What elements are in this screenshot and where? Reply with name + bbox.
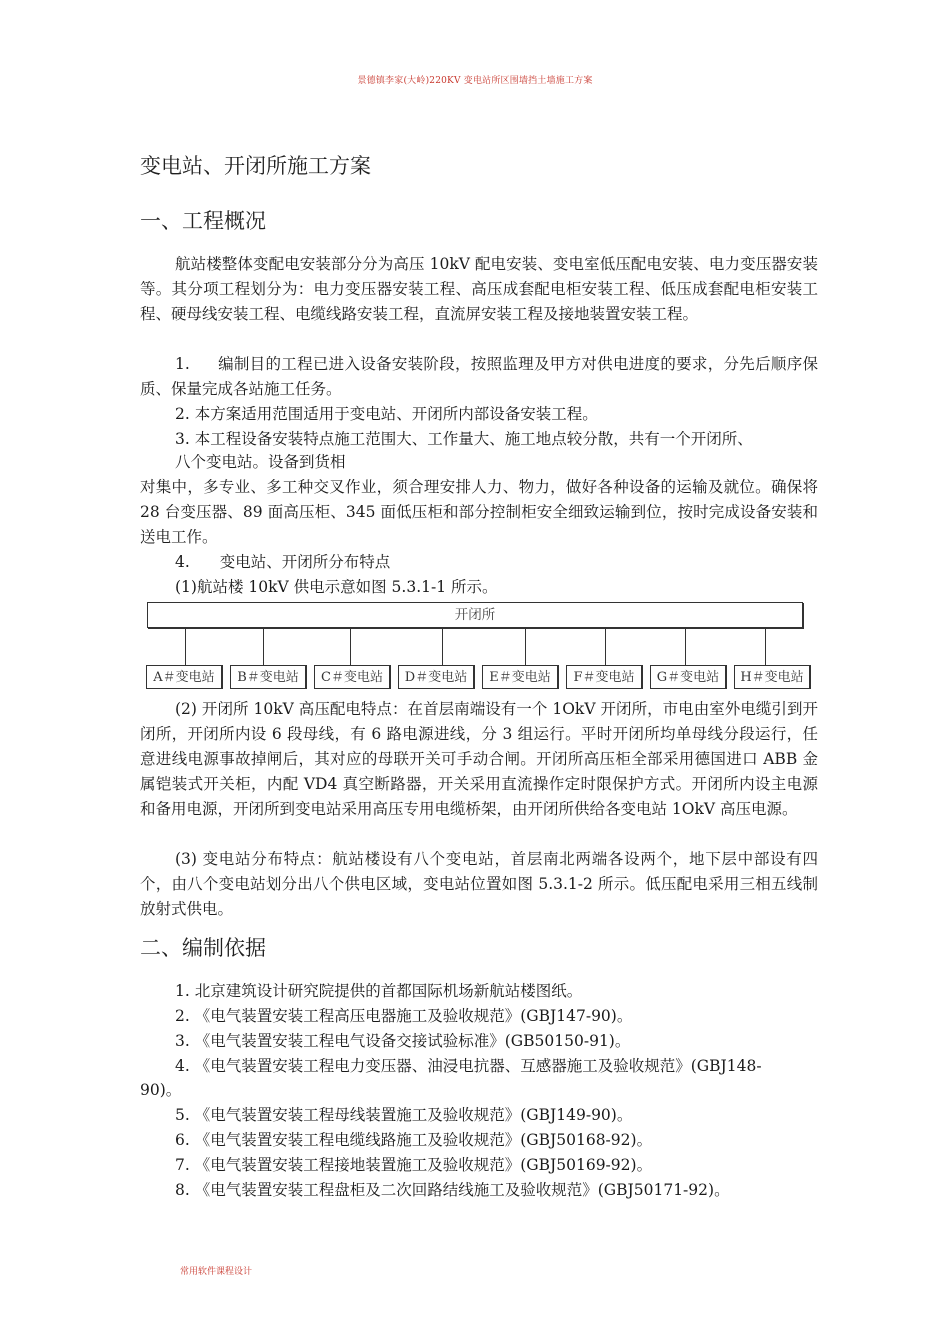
section-1-paragraph-2: (2) 开闭所 10kV 高压配电特点：在首层南端设有一个 1OkV 开闭所，市电由室外电缆引到开闭所，开闭所内设 6 段母线，有 6 路电源进线，分 3 组运行。平时开闭所均单母线分段运行，任意进线电源事故掉闸后，其对应的母联开关可手动合闸。开闭所高压柜全部采用德国进口 ABB 金属铠装式开关柜，内配 VD4 真空断路器，开关采用直流操作定时限保护方式。开闭所内设主电源和备用电源，开闭所到变电站采用高压专用电缆桥架，由开闭所供给各变电站 1OkV 高压电源。 [140, 700, 818, 818]
substation-box: G＃变电站 [650, 665, 727, 689]
connector-line [350, 628, 351, 665]
section-1-paragraph-1: 航站楼整体变配电安装部分分为高压 10kV 配电安装、变电室低压配电安装、电力变压器安装等。其分项工程划分为：电力变压器安装工程、高压成套配电柜安装工程、低压成套配电柜安装工程、硬母线安装工程、电缆线路安装工程，直流屏安装工程及接地装置安装工程。 [140, 255, 818, 323]
list-item-4 [175, 550, 390, 575]
reference-item: 8. 《电气装置安装工程盘柜及二次回路结线施工及验收规范》(GBJ50171-92)。 [175, 1181, 730, 1199]
reference-item: 5. 《电气装置安装工程母线装置施工及验收规范》(GBJ149-90)。 [175, 1106, 633, 1124]
substation-box: D＃变电站 [398, 665, 475, 689]
list-item-4-text: 变电站、开闭所分布特点 [219, 553, 391, 571]
connector-line [185, 628, 186, 665]
power-distribution-diagram [145, 600, 815, 695]
list-item-4-number: 4. [175, 553, 190, 571]
list-item-3-continuation: 对集中，多专业、多工种交叉作业，须合理安排人力、物力，做好各种设备的运输及就位。确保将 28 台变压器、89 面高压柜、345 面低压柜和部分控制柜安全细致运输到位，按时完成设备安装和送电工作。 [140, 478, 818, 546]
substation-box: A＃变电站 [146, 665, 223, 689]
list-item-3-line-1: 3. 本工程设备安装特点施工范围大、工作量大、施工地点较分散，共有一个开闭所、 [175, 430, 753, 448]
switching-station-box: 开闭所 [147, 602, 803, 628]
connector-line [765, 628, 766, 665]
connector-line [263, 628, 264, 665]
connector-line [525, 628, 526, 665]
substation-box: B＃变电站 [230, 665, 307, 689]
substation-box: F＃变电站 [566, 665, 643, 689]
section-1-title: 一、工程概况 [140, 209, 266, 233]
connector-line [442, 628, 443, 665]
reference-item: 4. 《电气装置安装工程电力变压器、油浸电抗器、互感器施工及验收规范》(GBJ148- [175, 1057, 762, 1075]
connector-line [605, 628, 606, 665]
reference-item-continuation: 90)。 [140, 1081, 182, 1099]
list-item-3-line-2: 八个变电站。设备到货相 [175, 453, 346, 471]
page-header: 景德镇李家(大岭)220KV 变电站所区围墙挡土墙施工方案 [357, 76, 593, 86]
list-item-1 [140, 352, 818, 402]
reference-item: 7. 《电气装置安装工程接地装置施工及验收规范》(GBJ50169-92)。 [175, 1156, 653, 1174]
page-footer: 常用软件课程设计 [180, 1267, 253, 1277]
reference-item: 2. 《电气装置安装工程高压电器施工及验收规范》(GBJ147-90)。 [175, 1007, 633, 1025]
section-2-title: 二、编制依据 [140, 936, 266, 960]
reference-item: 3. 《电气装置安装工程电气设备交接试验标准》(GB50150-91)。 [175, 1032, 631, 1050]
substation-box: H＃变电站 [734, 665, 811, 689]
reference-item: 1. 北京建筑设计研究院提供的首都国际机场新航站楼图纸。 [175, 982, 583, 1000]
reference-item: 6. 《电气装置安装工程电缆线路施工及验收规范》(GBJ50168-92)。 [175, 1131, 653, 1149]
list-item-1-text: 编制目的工程已进入设备安装阶段，按照监理及甲方对供电进度的要求，分先后顺序保质、保量完成各站施工任务。 [140, 355, 818, 398]
list-item-2: 2. 本方案适用范围适用于变电站、开闭所内部设备安装工程。 [175, 405, 598, 423]
list-item-1-number: 1. [175, 355, 190, 373]
substation-box: C＃变电站 [314, 665, 391, 689]
connector-line [685, 628, 686, 665]
section-1-paragraph-3: (3) 变电站分布特点：航站楼设有八个变电站，首层南北两端各设两个，地下层中部设有四个，由八个变电站划分出八个供电区域，变电站位置如图 5.3.1-2 所示。低压配电采用三相五线制放射式供电。 [140, 850, 818, 918]
list-item-4-sub-1: (1)航站楼 10kV 供电示意如图 5.3.1-1 所示。 [175, 578, 498, 596]
document-title: 变电站、开闭所施工方案 [140, 154, 371, 178]
substation-box: E＃变电站 [482, 665, 559, 689]
